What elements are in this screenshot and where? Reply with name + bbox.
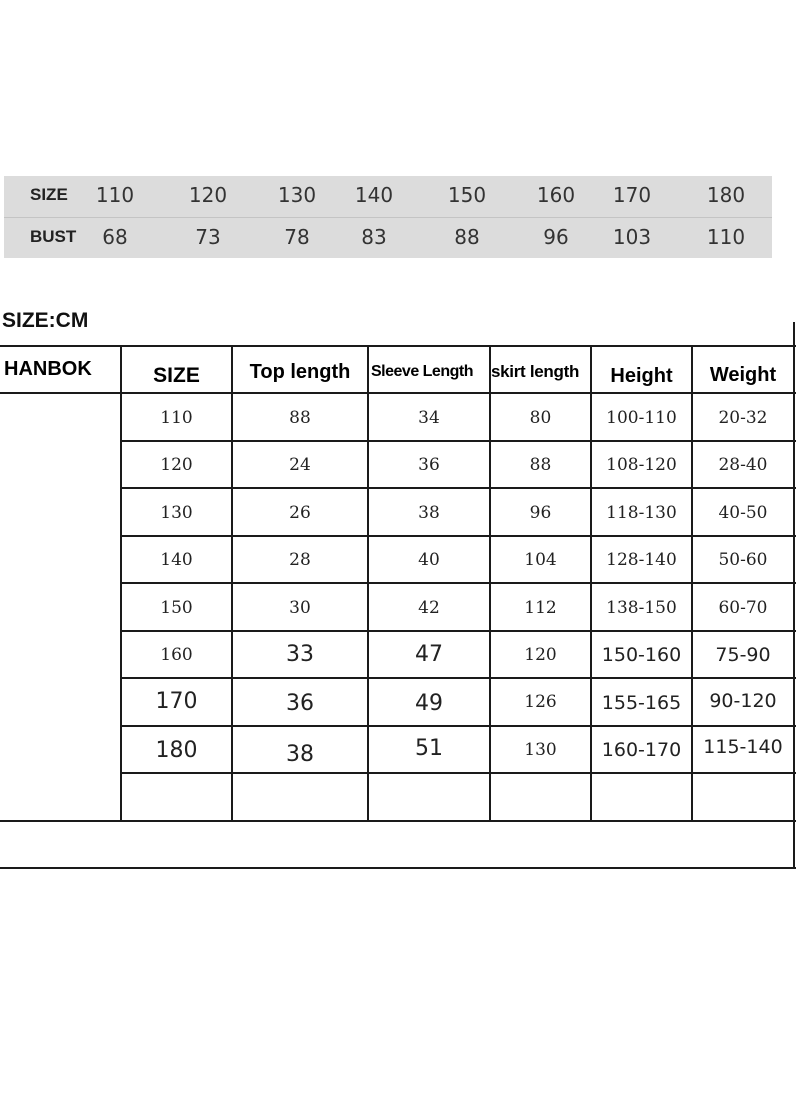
table-rule: [590, 345, 592, 822]
table-rule: [121, 772, 796, 774]
table-cell: 128-140: [606, 550, 677, 570]
table-cell: 140: [160, 550, 193, 570]
bust-chart-bust-row: [4, 218, 772, 258]
table-rule: [121, 582, 796, 584]
bust-chart-bust-value: 96: [543, 225, 569, 249]
table-rule: [0, 820, 796, 822]
bust-chart-bust-value: 110: [706, 225, 746, 249]
column-header-top-length: Top length: [249, 361, 351, 383]
bust-chart-size-value: 150: [447, 183, 487, 207]
bust-chart-size-label: SIZE: [30, 185, 68, 204]
bust-chart-bust-value: 103: [612, 225, 652, 249]
table-cell: 138-150: [606, 598, 677, 618]
column-header-sleeve-length: Sleeve Length: [371, 363, 473, 380]
table-rule: [120, 345, 122, 822]
table-cell: 110: [160, 408, 193, 428]
table-cell: 20-32: [718, 408, 768, 428]
table-cell: 118-130: [606, 503, 677, 523]
table-cell: 108-120: [606, 455, 677, 475]
table-rule: [121, 677, 796, 679]
bust-chart: [4, 176, 772, 258]
bust-chart-bust-label: BUST: [30, 227, 77, 246]
table-rule: [0, 867, 796, 869]
table-cell: 40-50: [718, 503, 768, 523]
bust-chart-size-value: 120: [188, 183, 228, 207]
table-cell: 80: [529, 408, 552, 428]
table-cell: 150-160: [601, 644, 682, 666]
column-header-skirt-length: skirt length: [491, 362, 580, 381]
table-cell: 49: [415, 691, 443, 716]
bust-chart-size-value: 180: [706, 183, 746, 207]
table-cell: 50-60: [718, 550, 768, 570]
table-cell: 130: [160, 503, 193, 523]
table-rule: [691, 345, 693, 822]
table-cell: 88: [529, 455, 552, 475]
table-cell: 24: [289, 455, 311, 475]
table-cell: 38: [418, 503, 440, 523]
table-cell: 30: [289, 598, 311, 618]
table-cell: 104: [524, 550, 557, 570]
bust-chart-bust-value: 78: [284, 225, 310, 249]
table-rule: [0, 345, 796, 347]
table-cell: 115-140: [703, 736, 783, 758]
table-cell: 42: [418, 598, 440, 618]
table-rule: [793, 322, 795, 869]
table-rule: [489, 345, 491, 822]
bust-chart-size-value: 170: [612, 183, 652, 207]
table-cell: 155-165: [601, 692, 682, 714]
table-cell: 96: [529, 503, 552, 523]
table-cell: 34: [418, 408, 440, 428]
table-cell: 38: [286, 742, 314, 767]
table-cell: 47: [415, 642, 443, 667]
table-rule: [231, 345, 233, 822]
table-cell: 33: [286, 642, 314, 667]
table-cell: 180: [155, 738, 198, 763]
bust-chart-size-value: 130: [277, 183, 317, 207]
column-header-weight: Weight: [709, 364, 777, 386]
table-rule: [121, 440, 796, 442]
bust-chart-bust-value: 73: [195, 225, 221, 249]
table-cell: 120: [524, 645, 557, 665]
bust-chart-size-value: 110: [95, 183, 135, 207]
table-rule: [0, 392, 796, 394]
bust-chart-size-value: 140: [354, 183, 394, 207]
table-cell: 36: [286, 691, 314, 716]
bust-chart-bust-value: 83: [361, 225, 387, 249]
unit-caption: SIZE:CM: [2, 309, 89, 332]
table-cell: 112: [524, 598, 557, 618]
column-header-size: SIZE: [153, 364, 200, 387]
table-cell: 26: [289, 503, 311, 523]
table-cell: 150: [160, 598, 193, 618]
table-rule: [121, 535, 796, 537]
table-cell: 90-120: [709, 690, 777, 712]
bust-chart-size-row: [4, 176, 772, 216]
table-cell: 51: [415, 736, 443, 761]
bust-chart-bust-value: 88: [454, 225, 480, 249]
table-rule: [121, 725, 796, 727]
table-cell: 126: [524, 692, 557, 712]
table-cell: 130: [524, 740, 557, 760]
table-cell: 60-70: [718, 598, 768, 618]
table-rule: [367, 345, 369, 822]
table-cell: 100-110: [606, 408, 677, 428]
table-cell: 75-90: [715, 644, 771, 666]
column-header-height: Height: [610, 365, 673, 387]
table-cell: 36: [418, 455, 440, 475]
table-rule: [121, 487, 796, 489]
table-cell: 160-170: [601, 739, 682, 761]
table-cell: 28-40: [718, 455, 768, 475]
table-cell: 160: [160, 645, 193, 665]
table-rule: [121, 630, 796, 632]
bust-chart-bust-value: 68: [102, 225, 128, 249]
table-cell: 120: [160, 455, 193, 475]
table-cell: 28: [289, 550, 311, 570]
bust-chart-size-value: 160: [536, 183, 576, 207]
table-cell: 88: [289, 408, 311, 428]
table-cell: 170: [155, 689, 198, 714]
table-corner-label: HANBOK: [4, 358, 92, 380]
table-cell: 40: [418, 550, 440, 570]
